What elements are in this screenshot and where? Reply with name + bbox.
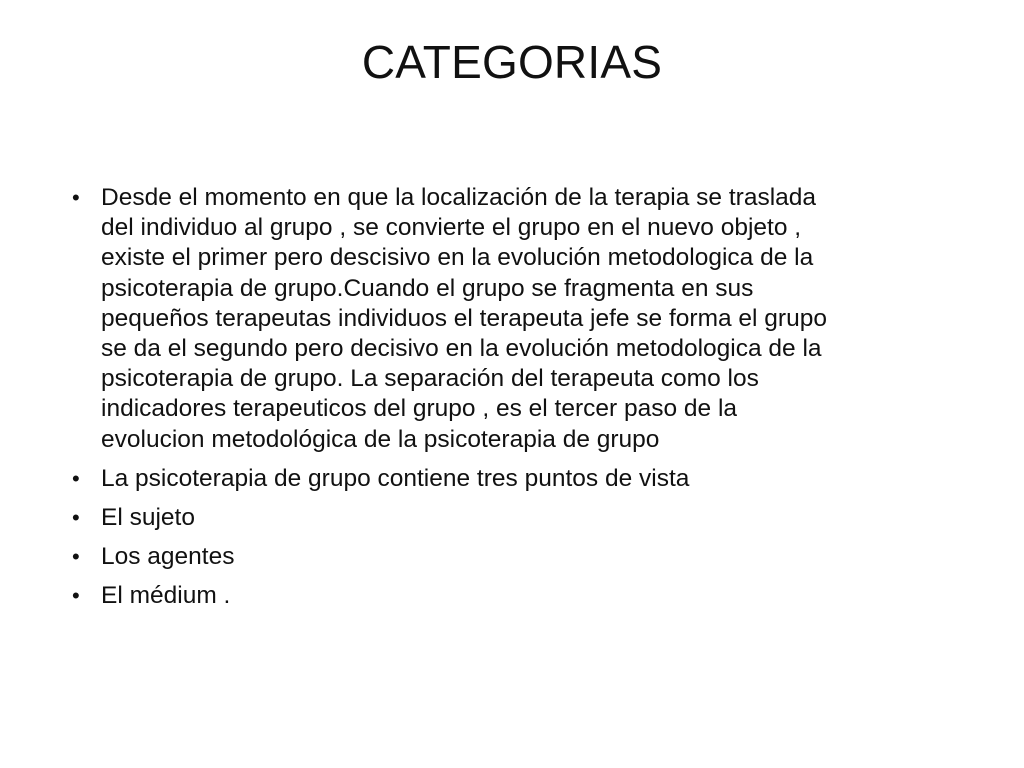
- bullet-icon: •: [72, 505, 80, 531]
- bullet-icon: •: [72, 544, 80, 570]
- bullet-line: se da el segundo pero decisivo en la evolución metodologica de la: [101, 335, 822, 363]
- bullet-text: [101, 183, 972, 455]
- bullet-line: El médium .: [101, 582, 231, 610]
- bullet-item-5: [72, 581, 972, 611]
- bullet-icon: •: [72, 185, 80, 210]
- bullet-item-2: [72, 464, 972, 494]
- bullet-item-1: [72, 183, 972, 455]
- bullet-line: del individuo al grupo , se convierte el grupo en el nuevo objeto ,: [101, 214, 802, 242]
- slide-title: CATEGORIAS: [361, 36, 663, 88]
- bullet-text: [101, 503, 972, 533]
- bullet-text: [101, 542, 972, 572]
- bullet-line: evolucion metodológica de la psicoterapia de grupo: [101, 425, 660, 453]
- bullet-line: psicoterapia de grupo. La separación del terapeuta como los: [101, 365, 759, 393]
- bullet-line: indicadores terapeuticos del grupo , es el tercer paso de la: [101, 395, 738, 423]
- bullet-line: La psicoterapia de grupo contiene tres puntos de vista: [101, 464, 690, 492]
- bullet-item-4: [72, 542, 972, 572]
- bullet-line: El sujeto: [101, 504, 195, 532]
- bullet-text: [101, 581, 972, 611]
- bullet-icon: •: [72, 583, 80, 609]
- bullet-line: pequeños terapeutas individuos el terapeuta jefe se forma el grupo: [101, 304, 827, 332]
- bullet-line: existe el primer pero descisivo en la evolución metodologica de la: [101, 244, 814, 272]
- bullet-text: [101, 464, 972, 494]
- bullet-list: [72, 183, 972, 621]
- bullet-item-3: [72, 503, 972, 533]
- bullet-line: Desde el momento en que la localización de la terapia se traslada: [101, 184, 817, 211]
- bullet-line: Los agentes: [101, 543, 235, 571]
- bullet-line: psicoterapia de grupo.Cuando el grupo se fragmenta en sus: [101, 274, 754, 302]
- bullet-icon: •: [72, 465, 80, 491]
